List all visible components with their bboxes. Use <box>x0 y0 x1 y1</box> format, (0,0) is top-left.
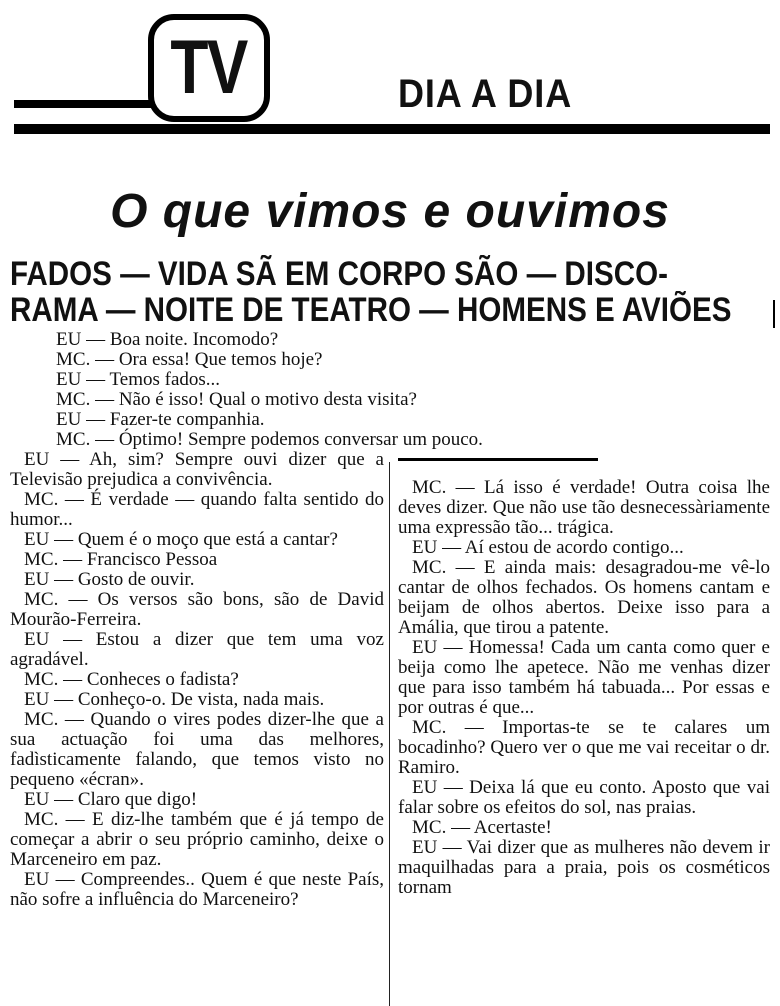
paragraph: EU — Claro que digo! <box>24 789 198 810</box>
paragraph: EU — Estou a dizer que tem uma voz agradável. <box>10 629 384 670</box>
paragraph: MC. — Lá isso é verdade! Outra coisa lhe deves dizer. Que não use tão desnecessàriamente uma expressão tão... trágica. <box>398 477 770 538</box>
intro-line: MC. — Ora essa! Que temos hoje? <box>56 349 323 370</box>
intro-line: EU — Boa noite. Incomodo? <box>56 329 279 350</box>
intro-line: EU — Fazer-te companhia. <box>56 409 265 430</box>
paragraph: MC. — Acertaste! <box>412 817 552 838</box>
column-marker <box>773 300 775 328</box>
intro-dialogue <box>56 330 716 450</box>
headline: O que vimos e ouvimos <box>110 185 670 238</box>
paragraph: MC. — Francisco Pessoa <box>24 549 218 570</box>
paragraph: EU — Quem é o moço que está a cantar? <box>24 529 338 550</box>
intro-line: EU — Temos fados... <box>56 369 221 390</box>
paragraph: EU — Conheço-o. De vista, nada mais. <box>24 689 325 710</box>
header-rule <box>14 124 770 134</box>
intro-line: MC. — Óptimo! Sempre podemos conversar um pouco. <box>56 429 483 450</box>
paragraph: EU — Deixa lá que eu conto. Aposto que vai falar sobre os efeitos do sol, nas praias. <box>398 777 770 818</box>
paragraph: MC. — É verdade — quando falta sentido do humor... <box>10 489 384 530</box>
paragraph: EU — Aí estou de acordo contigo... <box>412 537 684 558</box>
intro-line: MC. — Não é isso! Qual o motivo desta visita? <box>56 389 417 410</box>
section-title: DIA A DIA <box>398 72 573 116</box>
paragraph: EU — Gosto de ouvir. <box>24 569 195 590</box>
paragraph: EU — Compreendes.. Quem é que neste País, não sofre a influência do Marceneiro? <box>10 869 384 910</box>
column-top-rule <box>398 458 598 461</box>
paragraph: EU — Ah, sim? Sempre ouvi dizer que a Televisão prejudica a convivência. <box>10 449 384 490</box>
subheadline-line-2: RAMA — NOITE DE TEATRO — HOMENS E AVIÕES <box>10 291 732 329</box>
subheadline-line-1: FADOS — VIDA SÃ EM CORPO SÃO — DISCO- <box>10 255 668 293</box>
paragraph: MC. — Importas-te se te calares um bocadinho? Quero ver o que me vai receitar o dr. Ramiro. <box>398 717 770 778</box>
paragraph: MC. — E diz-lhe também que é já tempo de começar a abrir o seu próprio caminho, deixe o Marceneiro em paz. <box>10 809 384 870</box>
column-divider <box>389 462 390 1006</box>
paragraph: MC. — E ainda mais: desagradou-me vê-lo cantar de olhos fechados. Os homens cantam e beijam de olhos abertos. Deixe isso para a Amália, que tirou a patente. <box>398 557 770 638</box>
paragraph: EU — Homessa! Cada um canta como quer e beija como lhe apetece. Não me venhas dizer que para isso também há tabuada... Por essas e por outras é que... <box>398 637 770 718</box>
paragraph: MC. — Conheces o fadista? <box>24 669 239 690</box>
right-column <box>398 478 770 898</box>
paragraph: EU — Vai dizer que as mulheres não devem ir maquilhadas para a praia, pois os cosméticos tornam <box>398 837 770 898</box>
left-column <box>10 450 384 910</box>
tv-logo-text: TV <box>170 25 248 110</box>
tv-logo <box>148 14 270 122</box>
paragraph: MC. — Os versos são bons, são de David Mourão-Ferreira. <box>10 589 384 630</box>
paragraph: MC. — Quando o vires podes dizer-lhe que a sua actuação foi uma das melhores, fadìsticamente falando, que temos visto no pequeno «écran». <box>10 709 384 790</box>
header-rule-left <box>14 100 152 108</box>
